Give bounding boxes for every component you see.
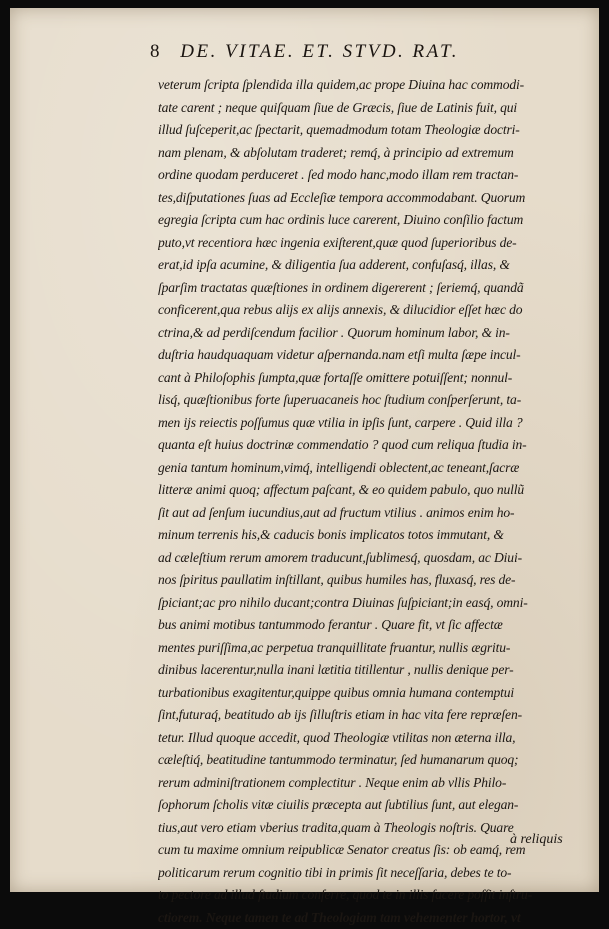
text-line: ctiorem. Neque tamen te ad Theologiam tam vehementer hortor, vt [158,907,598,929]
text-line: erat,id ipſa acumine, & diligentia ſua adderent, confuſasq́, illas, & [158,254,598,277]
text-line: quanta eſt huius doctrinæ commendatio ? quod cum reliqua ſtudia in- [158,434,598,457]
text-line: ſint,futuraq́, beatitudo ab ijs ſilluſtris etiam in hac vita fere repræſen- [158,704,598,727]
body-text [158,74,598,929]
text-line: ſparſim tractatas quæſtiones in ordinem digererent ; ſeriemq́, quandã [158,277,598,300]
page-header [150,41,459,63]
text-line: tetur. Illud quoque accedit, quod Theologiæ vtilitas non æterna illa, [158,727,598,750]
text-line: cum tu maxime omnium reipublicæ Senator creatus ſis: ob eamq́, rem [158,839,598,862]
text-line: rerum adminiſtrationem complectitur . Neque enim ab vllis Philo- [158,772,598,795]
text-line: turbationibus exagitentur,quippe quibus omnia humana contemptui [158,682,598,705]
book-page [10,8,599,892]
text-line: litteræ animi quoq; affectum paſcant, & eo quidem pabulo, quo nullũ [158,479,598,502]
text-line: men ijs reiectis poſſumus quæ vtilia in ipſis ſunt, carpere . Quid illa ? [158,412,598,435]
text-line: ordine quodam perduceret . ſed modo hanc,modo illam rem tractan- [158,164,598,187]
text-line: ctrina,& ad perdiſcendum facilior . Quorum hominum labor, & in- [158,322,598,345]
text-line: illud ſuſceperit,ac ſpectarit, quemadmodum totam Theologiæ doctri- [158,119,598,142]
text-line: duſtria haudquaquam videtur aſpernanda.nam etſi multa ſæpe incul- [158,344,598,367]
text-line: cæleſtiq́, beatitudine tantummodo terminatur, ſed humanarum quoq; [158,749,598,772]
page-number: 8 [150,41,161,63]
text-line: nos ſpiritus paullatim inſtillant, quibus humiles has, fluxasq́, res de- [158,569,598,592]
text-line: mentes puriſſima,ac perpetua tranquillitate fruantur, nullis ægritu- [158,637,598,660]
text-line: ſpiciant;ac pro nihilo ducant;contra Diuinas ſuſpiciant;in easq́, omni- [158,592,598,615]
text-line: lisq́, quæſtionibus forte ſuperuacaneis hoc ſtudium conſperſerunt, ta- [158,389,598,412]
text-line: egregia ſcripta cum hac ordinis luce carerent, Diuino conſilio factum [158,209,598,232]
text-line: tate carent ; neque quiſquam ſiue de Græcis, ſiue de Latinis fuit, qui [158,97,598,120]
text-line: puto,vt recentiora hæc ingenia exiſterent,quæ quod ſuperioribus de- [158,232,598,255]
catchword: à reliquis [510,832,563,848]
text-line: tius,aut vero etiam vberius tradita,quam à Theologis noſtris. Quare [158,817,598,840]
text-line: conficerent,qua rebus alijs ex alijs annexis, & dilucidior eſſet hæc do [158,299,598,322]
running-head: DE. VITAE. ET. STVD. RAT. [180,41,459,63]
text-line: nam plenam, & abſolutam traderet; remq́, à principio ad extremum [158,142,598,165]
text-line: to pectore ad illud ſtudium conferre, quod te in illis facere poſſit inſtru- [158,884,598,907]
text-line: minum terrenis his,& caducis bonis implicatos totos immutant, & [158,524,598,547]
text-line: ſophorum ſcholis vitæ ciuilis præcepta aut ſubtilius ſunt, aut elegan- [158,794,598,817]
text-line: dinibus lacerentur,nulla inani lætitia titillentur , nullis denique per- [158,659,598,682]
text-line: genia tantum hominum,vimq́, intelligendi oblectent,ac teneant,ſacræ [158,457,598,480]
text-line: bus animi motibus tantummodo ferantur . Quare fit, vt ſic affectæ [158,614,598,637]
text-line: politicarum rerum cognitio tibi in primis ſit neceſſaria, debes te to- [158,862,598,885]
text-line: ad cæleſtium rerum amorem traducunt,ſublimesq́, quosdam, ac Diui- [158,547,598,570]
text-line: cant à Philoſophis ſumpta,quæ fortaſſe omittere potuiſſent; nonnul- [158,367,598,390]
text-line: veterum ſcripta ſplendida illa quidem,ac prope Diuina hac commodi- [158,74,598,97]
text-line: tes,diſputationes ſuas ad Eccleſiæ tempora accommodabant. Quorum [158,187,598,210]
text-line: ſit aut ad ſenſum iucundius,aut ad fructum vtilius . animos enim ho- [158,502,598,525]
